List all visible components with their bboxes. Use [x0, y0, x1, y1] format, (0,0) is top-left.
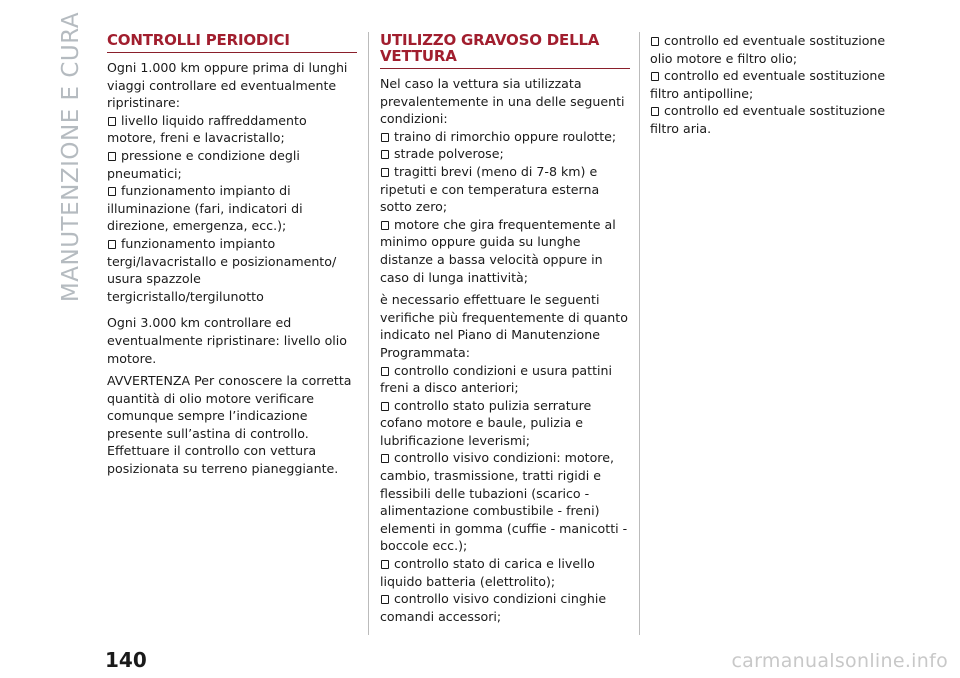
paragraph: Nel caso la vettura sia utilizzata prevalentemente in una delle seguenti condizioni:: [380, 76, 625, 127]
heading-utilizzo-gravoso: UTILIZZO GRAVOSO DELLA VETTURA: [380, 32, 630, 69]
list-item-text: strade polverose;: [394, 146, 504, 162]
column-1: [107, 32, 357, 478]
list-item-text: pressione e condizione degli pneumatici;: [107, 147, 300, 181]
list-item: [380, 145, 630, 163]
list-item-text: funzionamento impianto di illuminazione (fari, indicatori di direzione, emergenza, ecc.);: [107, 183, 303, 234]
list-item-text: motore che gira frequentemente al minimo oppure guida su lunghe distanze a bassa velocità oppure in caso di lunga inattività;: [380, 216, 616, 285]
section-side-label: [54, 11, 88, 303]
checkbox-icon: [651, 37, 659, 46]
checkbox-icon: [381, 221, 389, 230]
list-item-text: traino di rimorchio oppure roulotte;: [394, 128, 617, 144]
list-item-text: controllo stato pulizia serrature cofano motore e baule, pulizia e lubrificazione leverismi;: [380, 397, 592, 448]
checkbox-icon: [381, 454, 389, 463]
column-2: [380, 32, 630, 625]
list-item: [380, 449, 630, 555]
list-item-text: controllo visivo condizioni cinghie comandi accessori;: [380, 591, 607, 624]
heading-controlli-periodici: CONTROLLI PERIODICI: [107, 32, 357, 53]
list-item-text: controllo stato di carica e livello liquido batteria (elettrolito);: [380, 556, 595, 589]
list-item-text: controllo ed eventuale sostituzione filtro antipolline;: [650, 68, 886, 101]
checkbox-icon: [651, 72, 659, 81]
paragraph: Ogni 3.000 km controllare ed eventualmente ripristinare: livello olio motore.: [107, 315, 348, 366]
list-item: [380, 590, 630, 625]
list-item: [650, 102, 890, 137]
checkbox-icon: [381, 367, 389, 376]
checkbox-icon: [381, 150, 389, 159]
list-item-text: tragitti brevi (meno di 7-8 km) e ripetuti e con temperatura esterna sotto zero;: [380, 163, 600, 215]
watermark: carmanualsonline.info: [731, 650, 948, 672]
list-item: [107, 182, 357, 235]
list-item-text: controllo ed eventuale sostituzione filtro aria.: [650, 103, 886, 136]
list-item: [380, 555, 630, 590]
section-side-label-text: MANUTENZIONE E CURA: [58, 11, 84, 303]
checkbox-icon: [381, 168, 389, 177]
checkbox-icon: [381, 560, 389, 569]
list-item: [107, 112, 357, 147]
list-item: [380, 397, 630, 450]
list-item-text: funzionamento impianto tergi/lavacristallo e posizionamento/ usura spazzole tergicristallo/tergilunotto: [107, 235, 337, 304]
list-item-text: livello liquido raffreddamento motore, freni e lavacristallo;: [107, 112, 307, 146]
list-item: [650, 67, 890, 102]
paragraph: Ogni 1.000 km oppure prima di lunghi viaggi controllare ed eventualmente ripristinare:: [107, 60, 348, 111]
checkbox-icon: [381, 402, 389, 411]
list-item: [380, 128, 630, 146]
checkbox-icon: [651, 107, 659, 116]
list-item: [380, 362, 630, 397]
checkbox-icon: [108, 240, 116, 249]
page-number: 140: [105, 648, 147, 672]
checkbox-icon: [108, 117, 116, 126]
paragraph: è necessario effettuare le seguenti verifiche più frequentemente di quanto indicato nel Piano di Manutenzione Programmata:: [380, 292, 628, 360]
list-item-text: controllo visivo condizioni: motore, cambio, trasmissione, tratti rigidi e flessibili delle tubazioni (scarico - alimentazione combustibile - freni) elementi in gomma (cuffie - manicotti - boccole ecc.);: [380, 450, 628, 554]
list-item: [107, 235, 357, 305]
warning-paragraph: AVVERTENZA Per conoscere la corretta quantità di olio motore verificare comunque sempre l’indicazione presente sull’astina di controllo. Effettuare il controllo con vettura posizionata su terreno pianeggiante.: [107, 373, 352, 477]
column-3: [650, 32, 890, 138]
checkbox-icon: [381, 133, 389, 142]
column-divider: [639, 32, 640, 635]
checkbox-icon: [108, 187, 116, 196]
list-item-text: controllo ed eventuale sostituzione olio motore e filtro olio;: [650, 33, 886, 66]
list-item: [650, 32, 890, 67]
list-item: [107, 147, 357, 182]
list-item: [380, 163, 630, 216]
column-divider: [368, 32, 369, 635]
checkbox-icon: [381, 595, 389, 604]
list-item-text: controllo condizioni e usura pattini freni a disco anteriori;: [380, 362, 613, 396]
checkbox-icon: [108, 152, 116, 161]
list-item: [380, 216, 630, 286]
